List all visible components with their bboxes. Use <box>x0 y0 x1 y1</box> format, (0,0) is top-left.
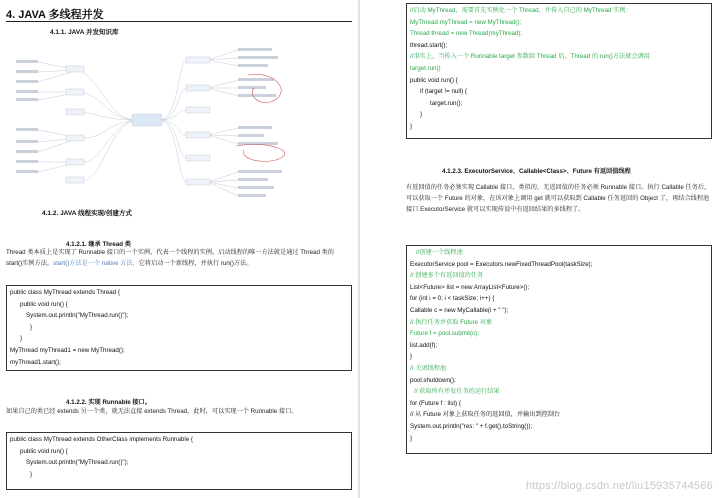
code-line: Thread thread = new Thread(myThread); <box>410 30 523 38</box>
code-line: public class MyThread extends OtherClass implements Runnable { <box>10 436 193 443</box>
code-comment: //事实上，当传入一个 Runnable target 参数给 Thread 后，Thread 的 run()方法就会调用 <box>410 53 650 61</box>
code-line: } <box>410 434 413 442</box>
heading-rule <box>6 21 352 22</box>
code-block-extend-thread <box>6 285 352 371</box>
code-line: list.add(f); <box>410 341 438 349</box>
section-concurrency-knowledge: 4.1.1. JAVA 并发知识库 <box>50 29 119 36</box>
code-line: Callable c = new MyCallable(i + " "); <box>410 306 509 314</box>
code-line: System.out.println("MyThread.run()"); <box>26 459 129 467</box>
paragraph-extend-thread: Thread 类本质上是实现了 Runnable 接口的一个实例，代表一个线程的实例。启动线程的唯一方法就是通过 Thread 类的 start()实例方法。start()方法是一个 native 方法，它将启动一个新线程，并执行 run()方法。 <box>6 249 334 267</box>
code-line: System.out.println("MyThread.run()"); <box>26 312 129 320</box>
code-line: for (int i = 0; i < taskSize; i++) { <box>410 295 495 303</box>
code-line: target.run() <box>410 64 441 72</box>
mindmap-image <box>8 40 306 202</box>
code-line: public void run() { <box>410 76 458 84</box>
right-page <box>360 0 719 498</box>
left-page <box>0 0 358 498</box>
code-comment: // 从 Future 对象上获取任务的返回值，并输出到控制台 <box>410 411 561 419</box>
code-line: public class MyThread extends Thread { <box>10 289 120 296</box>
code-line: myThread1.start(); <box>10 358 61 366</box>
paragraph-implement-runnable: 如果自己的类已经 extends 另一个类，就无法直接 extends Thread，此时，可以实现一个 Runnable 接口。 <box>6 408 298 415</box>
section-thread-creation: 4.1.2. JAVA 线程实现/创建方式 <box>42 210 132 217</box>
code-comment: //启动 MyThread，需要首先实例化一个 Thread，并传入自己的 MyThread 实例： <box>410 7 632 14</box>
code-block-executor-service <box>406 245 712 454</box>
code-line: MyThread myThread = new MyThread(); <box>410 18 522 26</box>
code-line: } <box>30 470 33 478</box>
paragraph-callable-future: 有返回值的任务必须实现 Callable 接口，类似的，无返回值的任务必须 Runnable 接口。执行 Callable 任务后，可以获取一个 Future 的对象，在该对象上调用 get 就可以获取到 Callable 任务返回的 Object 了，再结合线程池接口 ExecutorService 就可以实现传说中有返回结果的多线程了。 <box>406 184 711 213</box>
code-line: pool.shutdown(); <box>410 376 456 384</box>
code-line: ExecutorService pool = Executors.newFixedThreadPool(taskSize); <box>410 260 593 268</box>
code-line: public void run() { <box>20 300 68 308</box>
code-comment: // 获取所有并发任务的运行结果 <box>414 388 500 396</box>
code-line: } <box>410 122 413 130</box>
code-line: for (Future f : list) { <box>410 399 461 407</box>
code-line: target.run(); <box>430 99 463 107</box>
code-line: if (target != null) { <box>420 88 467 96</box>
code-line: List<Future> list = new ArrayList<Future>(); <box>410 283 530 291</box>
chapter-heading: 4. JAVA 多线程并发 <box>6 9 104 21</box>
code-line: MyThread myThread1 = new MyThread(); <box>10 346 125 354</box>
subsection-executor-callable-future: 4.1.2.3. ExecutorService、Callable<Class>、Future 有返回值线程 <box>442 168 631 175</box>
code-line: thread.start(); <box>410 41 448 49</box>
subsection-extend-thread: 4.1.2.1. 继承 Thread 类 <box>66 241 131 248</box>
code-line: public void run() { <box>20 447 68 455</box>
code-line: } <box>410 353 413 361</box>
subsection-implement-runnable: 4.1.2.2. 实现 Runnable 接口。 <box>66 399 151 406</box>
code-comment: // 关闭线程池 <box>410 364 447 372</box>
code-block-implement-runnable <box>6 432 352 490</box>
code-comment: //创建一个线程池 <box>416 249 463 256</box>
code-comment: // 执行任务并获取 Future 对象 <box>410 318 493 326</box>
code-line: Future f = pool.submit(c); <box>410 330 479 338</box>
watermark-url: https://blog.csdn.net/liu15935744566 <box>525 480 713 492</box>
code-line: } <box>420 111 423 119</box>
code-line: System.out.println("res: " + f.get().toString()); <box>410 422 533 430</box>
code-comment: // 创建多个有返回值的任务 <box>410 272 484 280</box>
code-line: } <box>30 323 33 331</box>
code-line: } <box>20 335 23 343</box>
code-block-start-thread <box>406 3 712 139</box>
